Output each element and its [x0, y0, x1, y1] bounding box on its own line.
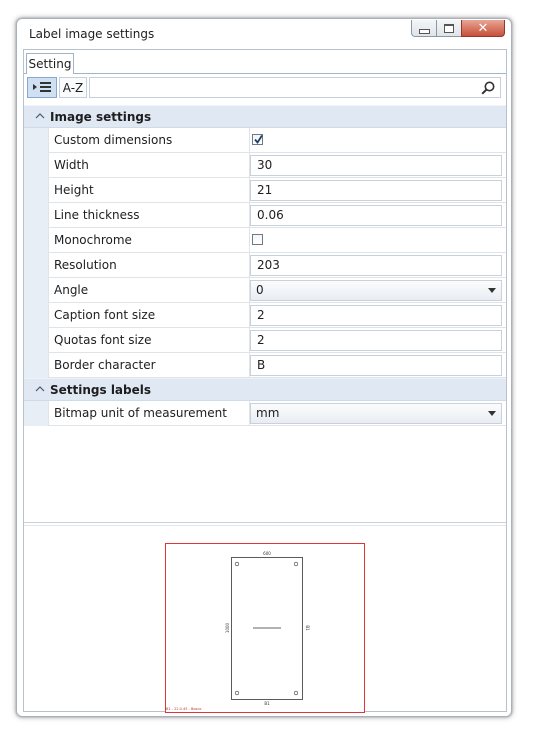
row-gutter: [24, 153, 48, 178]
property-name: Angle: [48, 278, 250, 303]
resolution-field[interactable]: 203: [250, 255, 502, 276]
property-row-line-thickness: [24, 203, 506, 228]
width-field[interactable]: 30: [250, 155, 502, 176]
property-name: Line thickness: [48, 203, 250, 228]
preview-left-dimension: 1000: [225, 622, 230, 634]
tab-strip-border: [24, 73, 506, 74]
content-panel: [23, 49, 507, 712]
property-row-custom-dimensions: [24, 128, 506, 153]
property-name: Quotas font size: [48, 328, 250, 353]
row-gutter: [24, 303, 48, 328]
window-controls: [412, 20, 505, 38]
property-name: Resolution: [48, 253, 250, 278]
property-row-caption-font-size: [24, 303, 506, 328]
property-name: Caption font size: [48, 303, 250, 328]
tab-setting[interactable]: Setting: [26, 53, 74, 74]
window-title: Label image settings: [29, 27, 155, 41]
categorized-view-button[interactable]: [27, 77, 57, 98]
property-row-width: [24, 153, 506, 178]
maximize-button[interactable]: [436, 20, 462, 37]
title-bar[interactable]: [17, 19, 511, 49]
dropdown-value: mm: [256, 406, 280, 420]
property-grid-toolbar: [27, 77, 502, 100]
label-image-settings-window: [16, 18, 512, 717]
property-value-cell: [250, 203, 506, 228]
preview-caption: B1 - 22.0.45 - Bosco: [166, 707, 202, 711]
minimize-button[interactable]: [411, 20, 437, 37]
property-row-quotas-font-size: [24, 328, 506, 353]
caption-font-size-field[interactable]: 2: [250, 305, 502, 326]
row-gutter: [24, 228, 48, 253]
row-gutter: [24, 253, 48, 278]
chevron-up-icon[interactable]: [34, 112, 46, 120]
row-gutter: [24, 353, 48, 378]
property-value-cell: [250, 128, 506, 153]
search-icon[interactable]: [481, 81, 495, 95]
monochrome-checkbox[interactable]: [252, 234, 263, 245]
row-gutter: [24, 178, 48, 203]
border-character-field[interactable]: B: [250, 355, 502, 376]
property-name: Height: [48, 178, 250, 203]
property-row-border-character: [24, 353, 506, 378]
dropdown-arrow-icon[interactable]: [488, 411, 496, 416]
maximize-icon: [444, 24, 454, 33]
bitmap-unit-of-measurement-dropdown[interactable]: [250, 403, 502, 424]
property-name: Width: [48, 153, 250, 178]
property-value-cell: [250, 401, 506, 426]
preview-top-dimension: 600: [263, 551, 271, 556]
property-row-bitmap-unit-of-measurement: [24, 401, 506, 426]
property-name: Border character: [48, 353, 250, 378]
property-value-cell: [250, 228, 506, 253]
property-value-cell: [250, 303, 506, 328]
property-row-resolution: [24, 253, 506, 278]
property-name: Monochrome: [48, 228, 250, 253]
row-gutter: [24, 278, 48, 303]
angle-dropdown[interactable]: [250, 280, 502, 301]
quotas-font-size-field[interactable]: 2: [250, 330, 502, 351]
row-gutter: [24, 401, 48, 426]
row-gutter: [24, 203, 48, 228]
checkmark-icon: [253, 134, 264, 145]
close-icon: ✕: [477, 20, 489, 36]
preview-right-dimension: B1: [305, 625, 310, 631]
alphabetical-view-button[interactable]: A-Z: [59, 77, 87, 98]
chevron-up-icon[interactable]: [34, 385, 46, 393]
line-thickness-field[interactable]: 0.06: [250, 205, 502, 226]
property-grid: [24, 105, 506, 426]
height-field[interactable]: 21: [250, 180, 502, 201]
custom-dimensions-checkbox[interactable]: [252, 134, 263, 145]
close-button[interactable]: [461, 20, 505, 37]
preview-separator-shadow: [24, 525, 506, 526]
property-value-cell: [250, 153, 506, 178]
property-name: Bitmap unit of measurement: [48, 401, 250, 426]
label-preview: [165, 543, 365, 713]
dropdown-arrow-icon[interactable]: [488, 288, 496, 293]
property-value-cell: [250, 253, 506, 278]
category-settings-labels[interactable]: [24, 378, 506, 401]
property-row-angle: [24, 278, 506, 303]
category-image-settings[interactable]: [24, 105, 506, 128]
property-name: Custom dimensions: [48, 128, 250, 153]
property-value-cell: [250, 353, 506, 378]
property-value-cell: [250, 328, 506, 353]
preview-separator: [24, 522, 506, 523]
row-gutter: [24, 128, 48, 153]
category-label: Settings labels: [50, 383, 152, 397]
property-value-cell: [250, 178, 506, 203]
property-value-cell: [250, 278, 506, 303]
search-input[interactable]: [89, 77, 501, 98]
property-row-monochrome: [24, 228, 506, 253]
categorized-view-icon: [33, 82, 51, 93]
row-gutter: [24, 328, 48, 353]
category-label: Image settings: [50, 110, 152, 124]
property-row-height: [24, 178, 506, 203]
minimize-icon: [419, 29, 430, 34]
dropdown-value: 0: [256, 283, 264, 297]
preview-bottom-dimension: B1: [264, 701, 270, 706]
